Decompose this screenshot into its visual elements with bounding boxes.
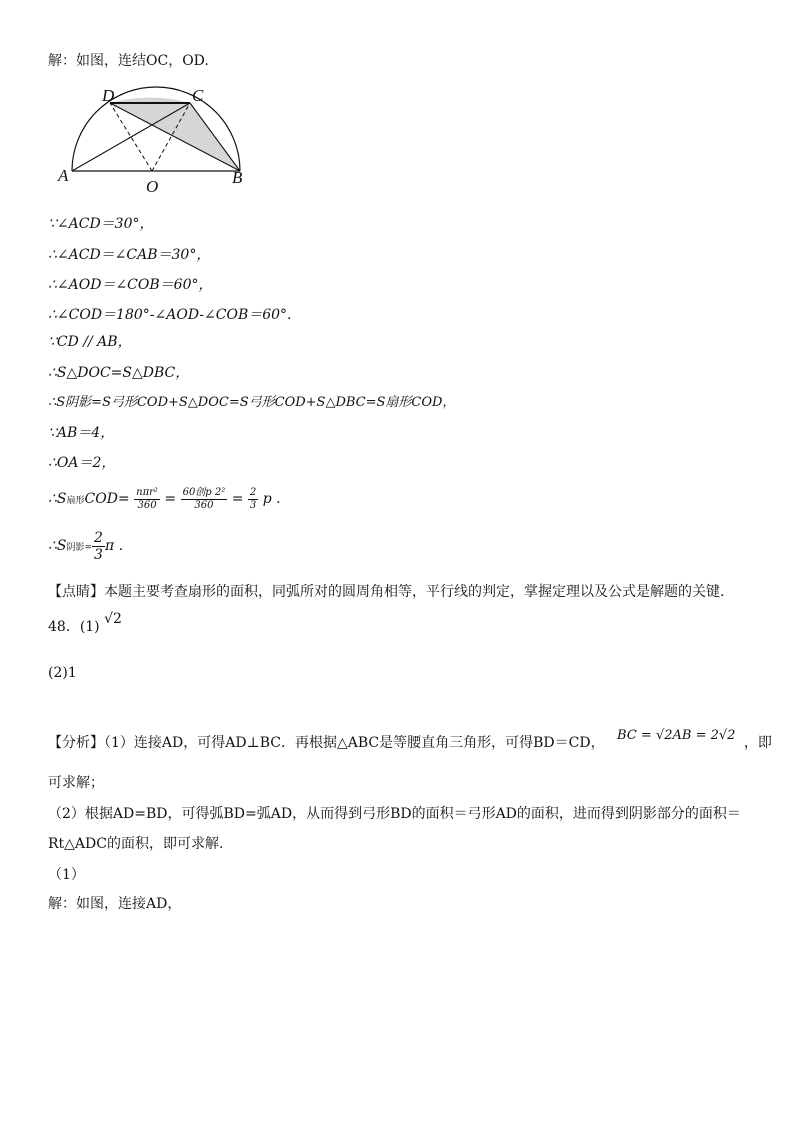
label-b: B xyxy=(232,168,243,187)
geometry-figure xyxy=(52,84,262,196)
final-fraction: $\frac{2}{3}$ xyxy=(94,529,103,563)
part1-label: （1） xyxy=(48,867,85,883)
analysis-line-3: （2）根据AD=BD，可得弧BD=弧AD，从而得到弓形BD的面积＝弓形AD的面积，进而得到阴影部分的面积＝ xyxy=(48,806,741,822)
sector-area-formula: ∴S扇形COD= $\frac{\text{nπr²}}{360}$ = $\frac{\text{60创p 2²}}{360}$ = $\frac{2}{3}$ p . xyxy=(48,486,281,511)
step-9: ∴OA＝2， xyxy=(48,455,116,471)
step-4: ∴∠COD＝180°-∠AOD-∠COB＝60°. xyxy=(48,307,292,323)
fraction-general: $\frac{\text{nπr²}}{360}$ xyxy=(136,486,158,511)
step-6: ∴S△DOC=S△DBC， xyxy=(48,365,190,381)
final-answer: ∴S阴影= $\frac{2}{3}$ π . xyxy=(48,529,124,563)
formula-sub: 扇形 xyxy=(66,496,85,506)
label-c: C xyxy=(192,86,204,105)
formula-tail: p . xyxy=(262,491,281,507)
comment-text: 【点睛】本题主要考查扇形的面积，同弧所对的圆周角相等，平行线的判定，掌握定理以及公式是解题的关键. xyxy=(48,584,725,600)
formula-mid: COD= xyxy=(84,491,130,507)
step-2: ∴∠ACD＝∠CAB＝30°， xyxy=(48,247,211,263)
step-3: ∴∠AOD＝∠COB＝60°， xyxy=(48,277,213,293)
analysis-line-2: 可求解； xyxy=(48,775,104,791)
label-d: D xyxy=(102,86,115,105)
fraction-substituted: $\frac{\text{60创p 2²}}{360}$ xyxy=(182,486,226,511)
step-1: ∵∠ACD＝30°， xyxy=(48,216,154,232)
analysis-line-1: 【分析】（1）连接AD，可得AD⊥BC．再根据△ABC是等腰直角三角形，可得BD＝CD， BC = √2AB = 2√2 ，即 xyxy=(48,728,772,751)
formula-lead: ∴S xyxy=(48,491,67,507)
label-a: A xyxy=(58,166,69,185)
analysis-line-4: Rt△ADC的面积，即可求解. xyxy=(48,836,224,852)
label-o: O xyxy=(146,177,159,196)
question-48 xyxy=(48,611,122,636)
solution-intro: 解：如图，连结OC，OD. xyxy=(48,53,209,69)
analysis-formula: BC = √2AB = 2√2 xyxy=(617,728,736,743)
answer-part2: (2)1 xyxy=(48,665,77,681)
question-number: 48．(1) xyxy=(48,619,100,635)
step-8: ∵AB＝4， xyxy=(48,425,115,441)
solution2-intro: 解：如图，连接AD， xyxy=(48,896,182,912)
fraction-result: $\frac{2}{3}$ xyxy=(249,486,257,511)
answer-part1: √2 xyxy=(104,611,122,627)
step-5: ∵CD // AB， xyxy=(48,334,132,350)
step-7: ∴S阴影=S弓形COD+S△DOC=S弓形COD+S△DBC=S扇形COD， xyxy=(48,395,456,410)
